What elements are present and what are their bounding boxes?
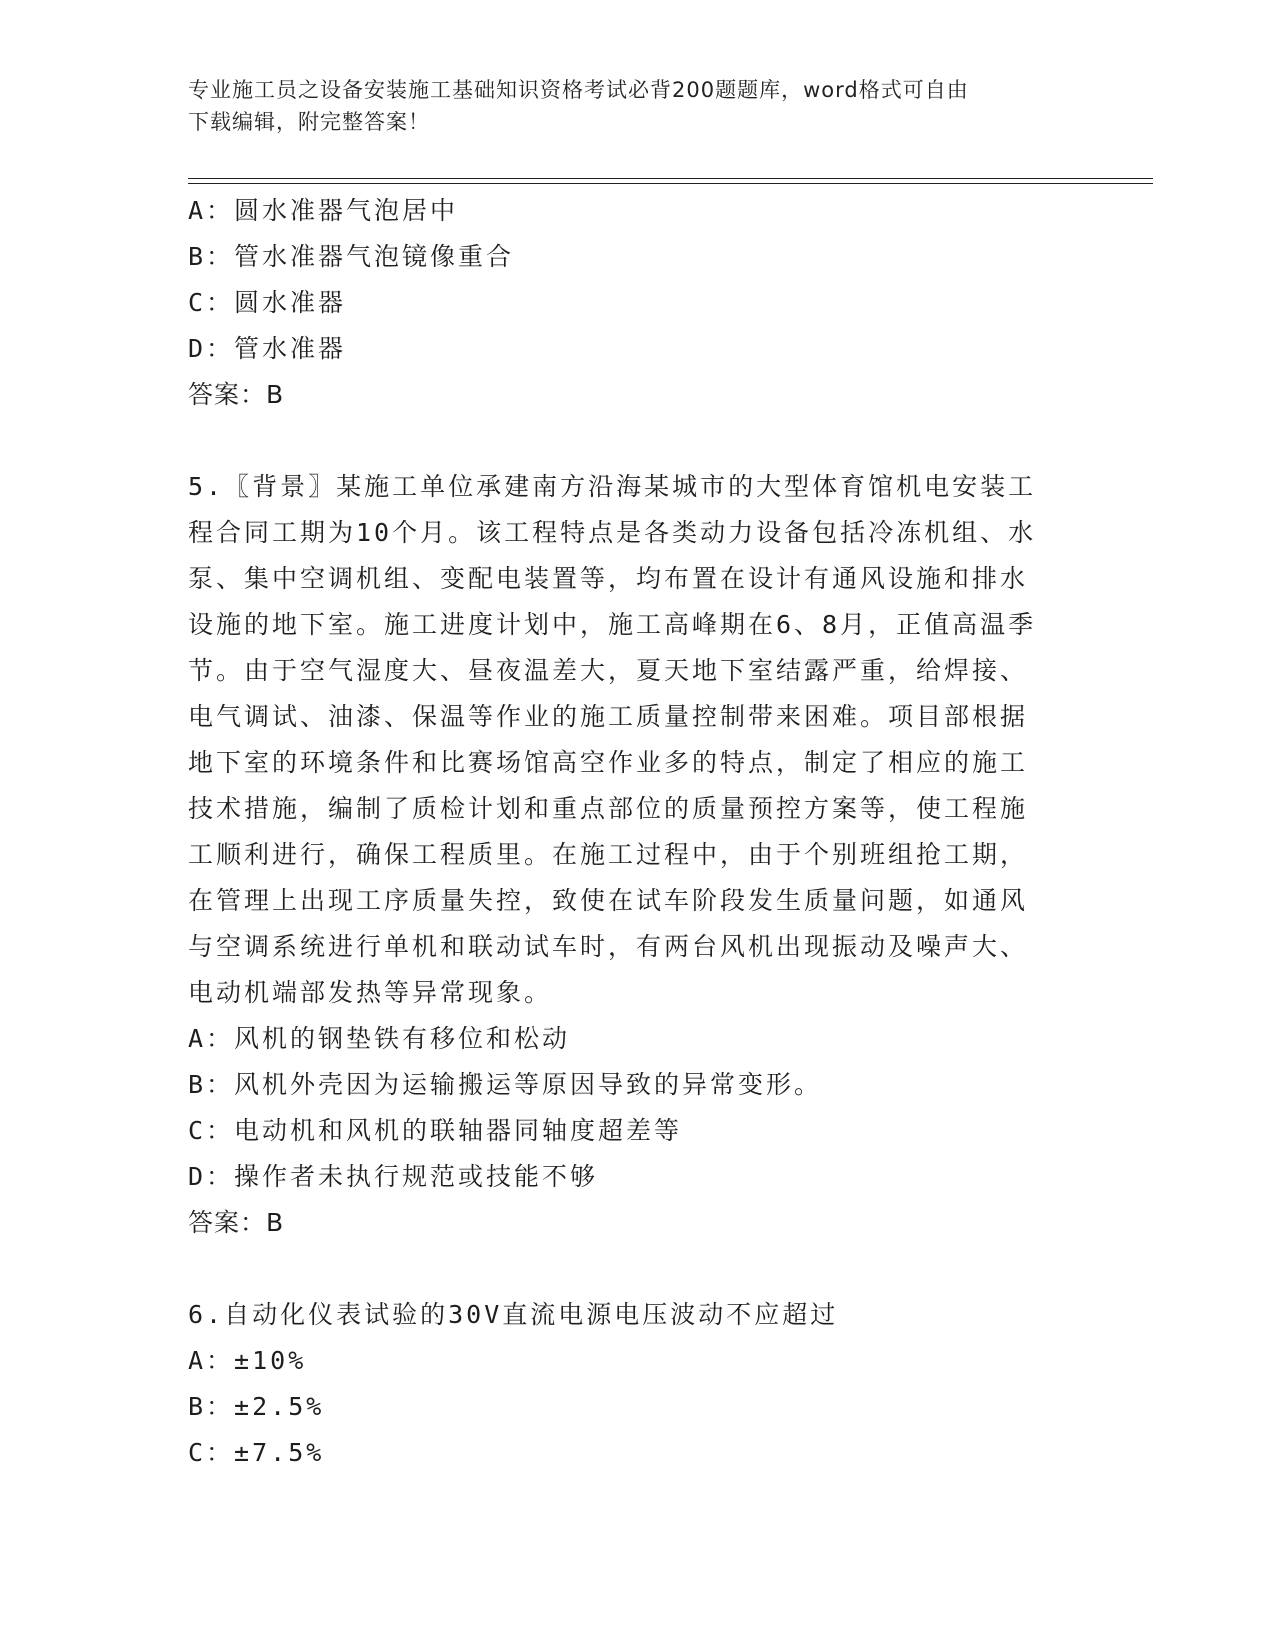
q4-option-a: A：圆水准器气泡居中 [188,196,459,225]
header-line-2: 下载编辑，附完整答案！ [188,110,430,134]
q5-stem-line: 技术措施，编制了质检计划和重点部位的质量预控方案等，使工程施 [188,794,1029,823]
q5-answer: 答案：B [188,1208,285,1237]
q5-stem-line: 泵、集中空调机组、变配电装置等，均布置在设计有通风设施和排水 [188,564,1029,593]
q6-option-c: C：±7.5% [188,1438,325,1467]
q6-stem: 6.自动化仪表试验的30V直流电源电压波动不应超过 [188,1300,839,1329]
page-header [188,74,1088,138]
q5-option-c: C：电动机和风机的联轴器同轴度超差等 [188,1116,683,1145]
question-content [188,188,1088,1476]
spacer [188,1246,1088,1292]
q5-stem-line: 电气调试、油漆、保温等作业的施工质量控制带来困难。项目部根据 [188,702,1029,731]
q5-stem-line: 5.〖背景〗某施工单位承建南方沿海某城市的大型体育馆机电安装工 [188,472,1037,501]
q5-stem-line: 设施的地下室。施工进度计划中，施工高峰期在6、8月，正值高温季 [188,610,1037,639]
q5-stem-line: 程合同工期为10个月。该工程特点是各类动力设备包括冷冻机组、水 [188,518,1037,547]
q4-option-b: B：管水准器气泡镜像重合 [188,242,515,271]
q5-option-d: D：操作者未执行规范或技能不够 [188,1162,599,1191]
spacer [188,418,1088,464]
question-4 [188,188,1088,418]
q5-stem-line: 与空调系统进行单机和联动试车时，有两台风机出现振动及噪声大、 [188,932,1029,961]
q5-stem-line: 在管理上出现工序质量失控，致使在试车阶段发生质量问题，如通风 [188,886,1029,915]
q6-option-a: A：±10% [188,1346,307,1375]
q5-stem [188,464,1088,1016]
question-6 [188,1292,1088,1476]
q5-option-a: A：风机的钢垫铁有移位和松动 [188,1024,571,1053]
q5-stem-line: 工顺利进行，确保工程质里。在施工过程中，由于个别班组抢工期， [188,840,1029,869]
q4-option-c: C：圆水准器 [188,288,347,317]
q5-stem-line: 节。由于空气湿度大、昼夜温差大，夏天地下室结露严重，给焊接、 [188,656,1029,685]
q4-option-d: D：管水准器 [188,334,347,363]
header-line-1: 专业施工员之设备安装施工基础知识资格考试必背200题题库，word格式可自由 [188,78,969,102]
q5-option-b: B：风机外壳因为运输搬运等原因导致的异常变形。 [188,1070,823,1099]
q5-stem-line: 电动机端部发热等异常现象。 [188,978,553,1007]
header-divider-top [188,178,1153,179]
q6-option-b: B：±2.5% [188,1392,325,1421]
q4-answer: 答案：B [188,380,285,409]
q5-stem-line: 地下室的环境条件和比赛场馆高空作业多的特点，制定了相应的施工 [188,748,1029,777]
header-divider-bottom [188,183,1153,184]
question-5 [188,464,1088,1246]
